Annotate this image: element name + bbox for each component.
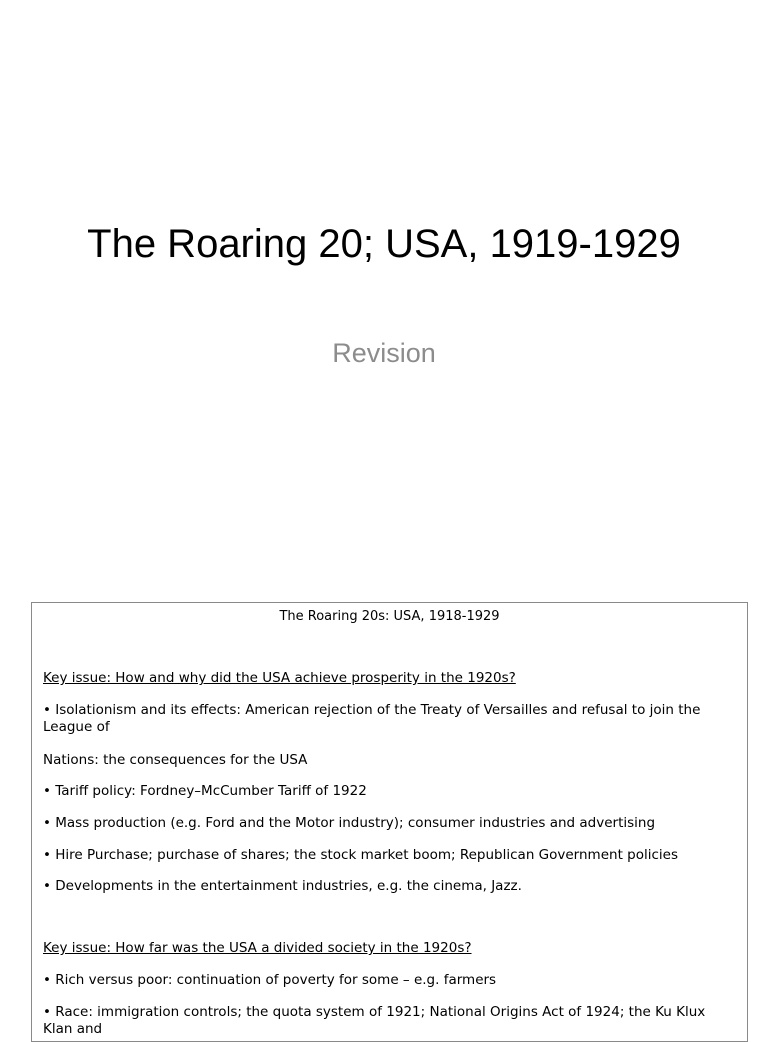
list-item-race: • Race: immigration controls; the quota system of 1921; National Origins Act of 1924; the Ku Klux Klan and <box>43 1004 706 1037</box>
list-item-tariff-policy: • Tariff policy: Fordney–McCumber Tariff of 1922 <box>43 783 367 799</box>
list-item-mass-production: • Mass production (e.g. Ford and the Motor industry); consumer industries and advertising <box>43 815 656 831</box>
list-item-hire-purchase: • Hire Purchase; purchase of shares; the stock market boom; Republican Government policies <box>43 847 678 863</box>
list-item-entertainment: • Developments in the entertainment industries, e.g. the cinema, Jazz. <box>43 878 522 894</box>
slide-title: The Roaring 20; USA, 1919-1929 <box>87 222 681 266</box>
key-issue-prosperity: Key issue: How and why did the USA achieve prosperity in the 1920s? <box>43 670 516 686</box>
document-excerpt <box>31 602 748 1042</box>
list-item-rich-vs-poor: • Rich versus poor: continuation of poverty for some – e.g. farmers <box>43 972 497 988</box>
document-heading: The Roaring 20s: USA, 1918-1929 <box>279 609 500 624</box>
list-item-nations-consequences: Nations: the consequences for the USA <box>43 752 308 768</box>
list-item-isolationism: • Isolationism and its effects: American rejection of the Treaty of Versailles and refusal to join the League of <box>43 702 701 735</box>
key-issue-divided-society: Key issue: How far was the USA a divided society in the 1920s? <box>43 940 472 956</box>
slide-subtitle: Revision <box>332 338 436 368</box>
